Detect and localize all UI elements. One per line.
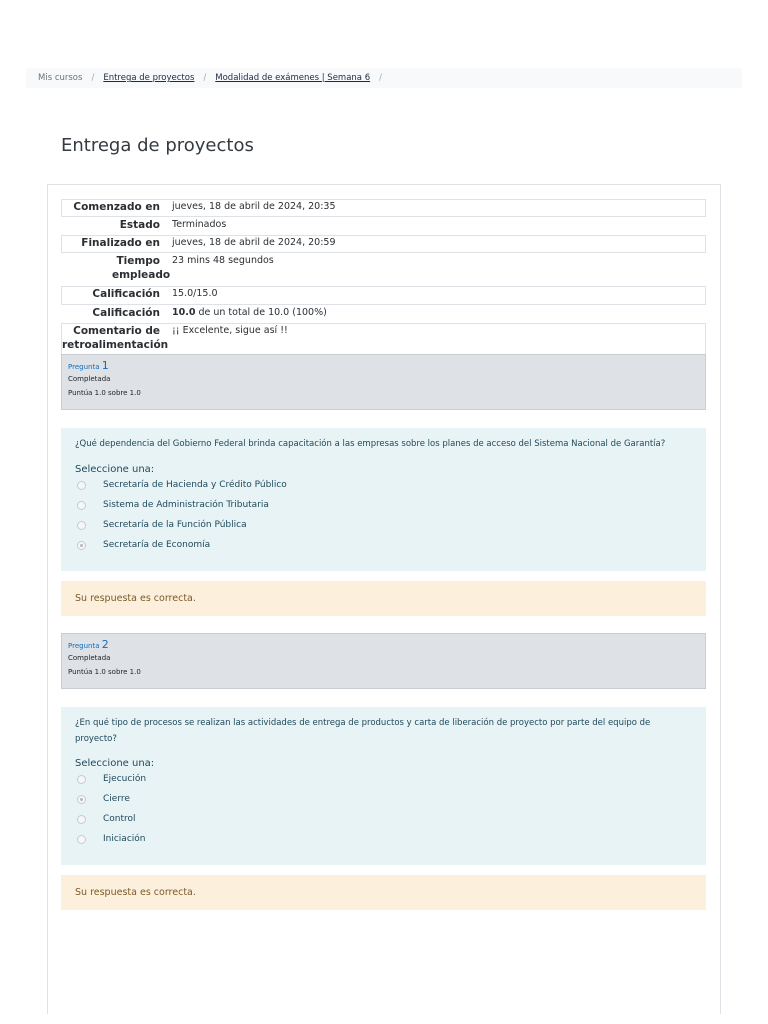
- summary-value: 23 mins 48 segundos: [172, 255, 274, 266]
- question-number: [68, 638, 699, 651]
- summary-label: Calificación: [92, 307, 160, 319]
- answer-option[interactable]: [77, 515, 692, 535]
- summary-row-started: [61, 199, 706, 217]
- answer-option[interactable]: [77, 769, 692, 789]
- breadcrumb-separator: /: [379, 73, 382, 83]
- answer-prompt: Seleccione una:: [75, 758, 155, 769]
- question-text: ¿Qué dependencia del Gobierno Federal brinda capacitación a las empresas sobre los planes de acceso del Sistema Nacional de Garantía?: [75, 439, 666, 449]
- breadcrumb-course-link[interactable]: Entrega de proyectos: [103, 73, 195, 83]
- question-content-1: [61, 428, 706, 571]
- answer-option[interactable]: [77, 475, 692, 495]
- grade-value: 10.0: [172, 307, 196, 318]
- summary-label: Comentario de retroalimentación: [62, 325, 169, 351]
- answer-option[interactable]: [77, 495, 692, 515]
- radio-button[interactable]: [77, 501, 86, 510]
- question-state: Completada: [68, 654, 111, 662]
- question-prefix: Pregunta: [68, 363, 100, 371]
- question-number-value: 2: [101, 638, 109, 651]
- grade-total: de un total de 10.0 (100%): [195, 307, 327, 318]
- summary-label: Tiempo empleado: [112, 255, 171, 281]
- summary-row-state: [61, 217, 706, 235]
- summary-value: ¡¡ Excelente, sigue así !!: [172, 325, 288, 336]
- breadcrumb-section-link[interactable]: Modalidad de exámenes | Semana 6: [215, 73, 371, 83]
- answer-option-label: Secretaría de Economía: [103, 540, 211, 550]
- summary-value: jueves, 18 de abril de 2024, 20:59: [172, 237, 336, 248]
- question-content-2: [61, 707, 706, 865]
- question-info-2: [61, 633, 706, 689]
- summary-label: Estado: [119, 219, 160, 231]
- summary-value: jueves, 18 de abril de 2024, 20:35: [172, 201, 336, 212]
- radio-button-checked[interactable]: [77, 541, 86, 550]
- summary-value: Terminados: [172, 219, 227, 230]
- answer-option-label: Secretaría de la Función Pública: [103, 520, 247, 530]
- answer-prompt: Seleccione una:: [75, 464, 155, 475]
- summary-row-marks: [61, 286, 706, 305]
- question-number-value: 1: [101, 359, 109, 372]
- summary-label: Finalizado en: [81, 237, 160, 249]
- summary-value: [166, 306, 705, 322]
- question-text: ¿En qué tipo de procesos se realizan las actividades de entrega de productos y carta de liberación de proyecto por parte del equipo de proyecto?: [75, 718, 651, 744]
- question-prefix: Pregunta: [68, 642, 100, 650]
- summary-value: 15.0/15.0: [172, 288, 218, 299]
- summary-row-time-taken: [61, 253, 706, 286]
- radio-button[interactable]: [77, 775, 86, 784]
- radio-button[interactable]: [77, 835, 86, 844]
- answer-option-label: Iniciación: [103, 834, 146, 844]
- answer-option[interactable]: [77, 809, 692, 829]
- radio-button[interactable]: [77, 521, 86, 530]
- question-number: [68, 359, 699, 372]
- breadcrumb-mis-cursos[interactable]: Mis cursos: [38, 73, 83, 83]
- answer-option-label: Control: [103, 814, 136, 824]
- breadcrumb: [26, 68, 742, 88]
- summary-row-grade: [61, 305, 706, 323]
- summary-label: Comenzado en: [73, 201, 160, 213]
- answer-option-label: Cierre: [103, 794, 130, 804]
- question-marks: Puntúa 1.0 sobre 1.0: [68, 668, 141, 676]
- answer-option-selected[interactable]: [77, 535, 692, 555]
- answer-option-selected[interactable]: [77, 789, 692, 809]
- answer-option-label: Sistema de Administración Tributaria: [103, 500, 269, 510]
- radio-button[interactable]: [77, 481, 86, 490]
- radio-button[interactable]: [77, 815, 86, 824]
- summary-label: Calificación: [92, 288, 160, 300]
- answer-option-label: Secretaría de Hacienda y Crédito Público: [103, 480, 287, 490]
- answer-option[interactable]: [77, 829, 692, 849]
- answer-option-label: Ejecución: [103, 774, 147, 784]
- question-info-1: [61, 354, 706, 410]
- summary-row-finished: [61, 235, 706, 253]
- answer-feedback-2: Su respuesta es correcta.: [61, 875, 706, 910]
- summary-row-feedback: [61, 323, 706, 356]
- breadcrumb-separator: /: [203, 73, 207, 83]
- attempt-summary-table: [61, 199, 706, 356]
- page-title: Entrega de proyectos: [61, 135, 254, 156]
- question-marks: Puntúa 1.0 sobre 1.0: [68, 389, 141, 397]
- breadcrumb-separator: /: [91, 73, 95, 83]
- answer-feedback-1: Su respuesta es correcta.: [61, 581, 706, 616]
- radio-button-checked[interactable]: [77, 795, 86, 804]
- question-state: Completada: [68, 375, 111, 383]
